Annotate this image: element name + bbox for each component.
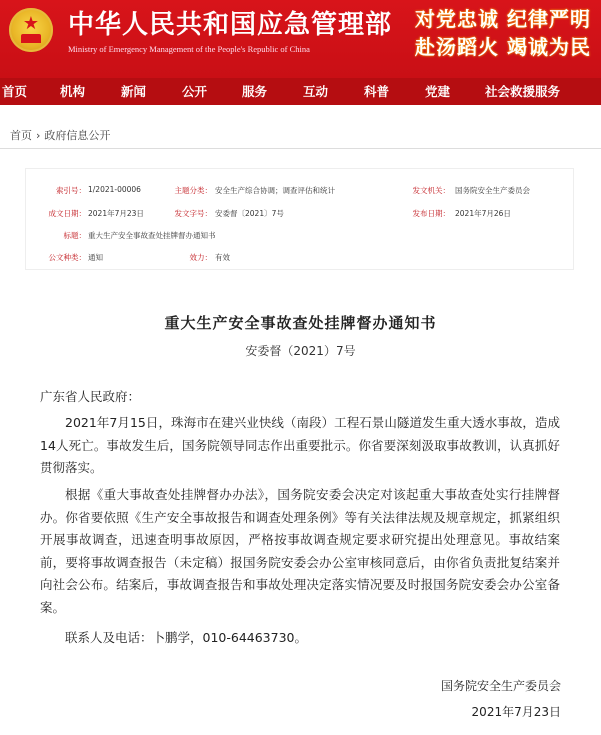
- nav-item-home[interactable]: 首页: [2, 84, 28, 99]
- breadcrumb-separator-icon: ›: [36, 129, 41, 142]
- doc-number-value: 安委督〔2021〕7号: [215, 209, 284, 218]
- breadcrumb-home[interactable]: 首页: [10, 129, 32, 142]
- publish-date-value: 2021年7月26日: [455, 209, 511, 218]
- site-header: [0, 0, 601, 78]
- star-icon: ★: [22, 13, 40, 34]
- article-signatory: 国务院安全生产委员会: [440, 679, 561, 693]
- nav-item-science[interactable]: 科普: [364, 84, 390, 99]
- main-nav: [0, 78, 601, 105]
- public-type-label: 公文种类：: [48, 253, 86, 262]
- article-paragraph-2: 根据《重大事故查处挂牌督办办法》，国务院安委会决定对该起重大事故查处实行挂牌督办。你省要依照《生产安全事故报告和调查处理条例》等有关法律法规及规章规定，抓紧组织开展事故调查，迅速查明事故原因，严格按事故调查规定要求研究提出处理意见。事故结案前，要将事故调查报告（未定稿）报国务院安委会办公室审核同意后，由你省负责批复结案并向社会公布。结案后，事故调查报告和事故处理决定落实情况要及时报国务院安委会办公室备案。: [40, 487, 560, 615]
- validity-value: 有效: [215, 253, 230, 262]
- article-contact: 联系人及电话：卜鹏学，010-64463730。: [65, 630, 307, 645]
- gate-icon: [21, 34, 41, 43]
- nav-item-news[interactable]: 新闻: [121, 84, 147, 99]
- public-type-value: 通知: [88, 253, 103, 262]
- meta-row-1: [26, 185, 573, 205]
- index-label: 索引号：: [56, 186, 86, 195]
- meta-row-3: [26, 230, 573, 250]
- breadcrumb: [10, 127, 110, 143]
- document-metadata-panel: [25, 168, 574, 270]
- written-date-value: 2021年7月23日: [88, 209, 144, 218]
- nav-item-party[interactable]: 党建: [425, 84, 451, 99]
- nav-item-organization[interactable]: 机构: [60, 84, 86, 99]
- slogan-line-1: 对党忠诚 纪律严明: [415, 7, 591, 31]
- article-doc-number: 安委督（2021）7号: [245, 344, 356, 358]
- divider: [0, 148, 601, 149]
- category-value: 安全生产综合协调；调查评估和统计: [215, 186, 335, 195]
- written-date-label: 成文日期：: [48, 209, 86, 218]
- article-salutation: 广东省人民政府：: [40, 389, 141, 404]
- index-value: 1/2021-00006: [88, 185, 141, 194]
- category-label: 主题分类：: [174, 186, 212, 195]
- site-title[interactable]: 中华人民共和国应急管理部: [68, 10, 393, 40]
- meta-row-4: [26, 252, 573, 272]
- article-title: 重大生产安全事故查处挂牌督办通知书: [164, 314, 437, 332]
- nav-item-rescue-service[interactable]: 社会救援服务: [485, 84, 561, 99]
- issuer-value: 国务院安全生产委员会: [455, 186, 530, 195]
- site-subtitle: Ministry of Emergency Management of the People's Republic of China: [68, 44, 310, 54]
- nav-item-service[interactable]: 服务: [242, 84, 268, 99]
- nav-item-public[interactable]: 公开: [182, 84, 208, 99]
- publish-date-label: 发布日期：: [412, 209, 450, 218]
- article-sign-date: 2021年7月23日: [471, 705, 561, 719]
- issuer-label: 发文机关：: [412, 186, 450, 195]
- title-label: 标题：: [63, 231, 86, 240]
- article-paragraph-1: 2021年7月15日，珠海市在建兴业快线（南段）工程石景山隧道发生重大透水事故，造成14人死亡。事故发生后，国务院领导同志作出重要批示。你省要深刻汲取事故教训，认真抓好贯彻落实。: [40, 415, 560, 475]
- breadcrumb-current[interactable]: 政府信息公开: [44, 129, 111, 142]
- meta-row-2: [26, 208, 573, 228]
- nav-item-interaction[interactable]: 互动: [303, 84, 329, 99]
- doc-number-label: 发文字号：: [174, 209, 212, 218]
- slogan-line-2: 赴汤蹈火 竭诚为民: [415, 35, 591, 59]
- validity-label: 效力：: [189, 253, 212, 262]
- national-emblem-icon[interactable]: [9, 8, 53, 52]
- title-value: 重大生产安全事故查处挂牌督办通知书: [88, 231, 216, 240]
